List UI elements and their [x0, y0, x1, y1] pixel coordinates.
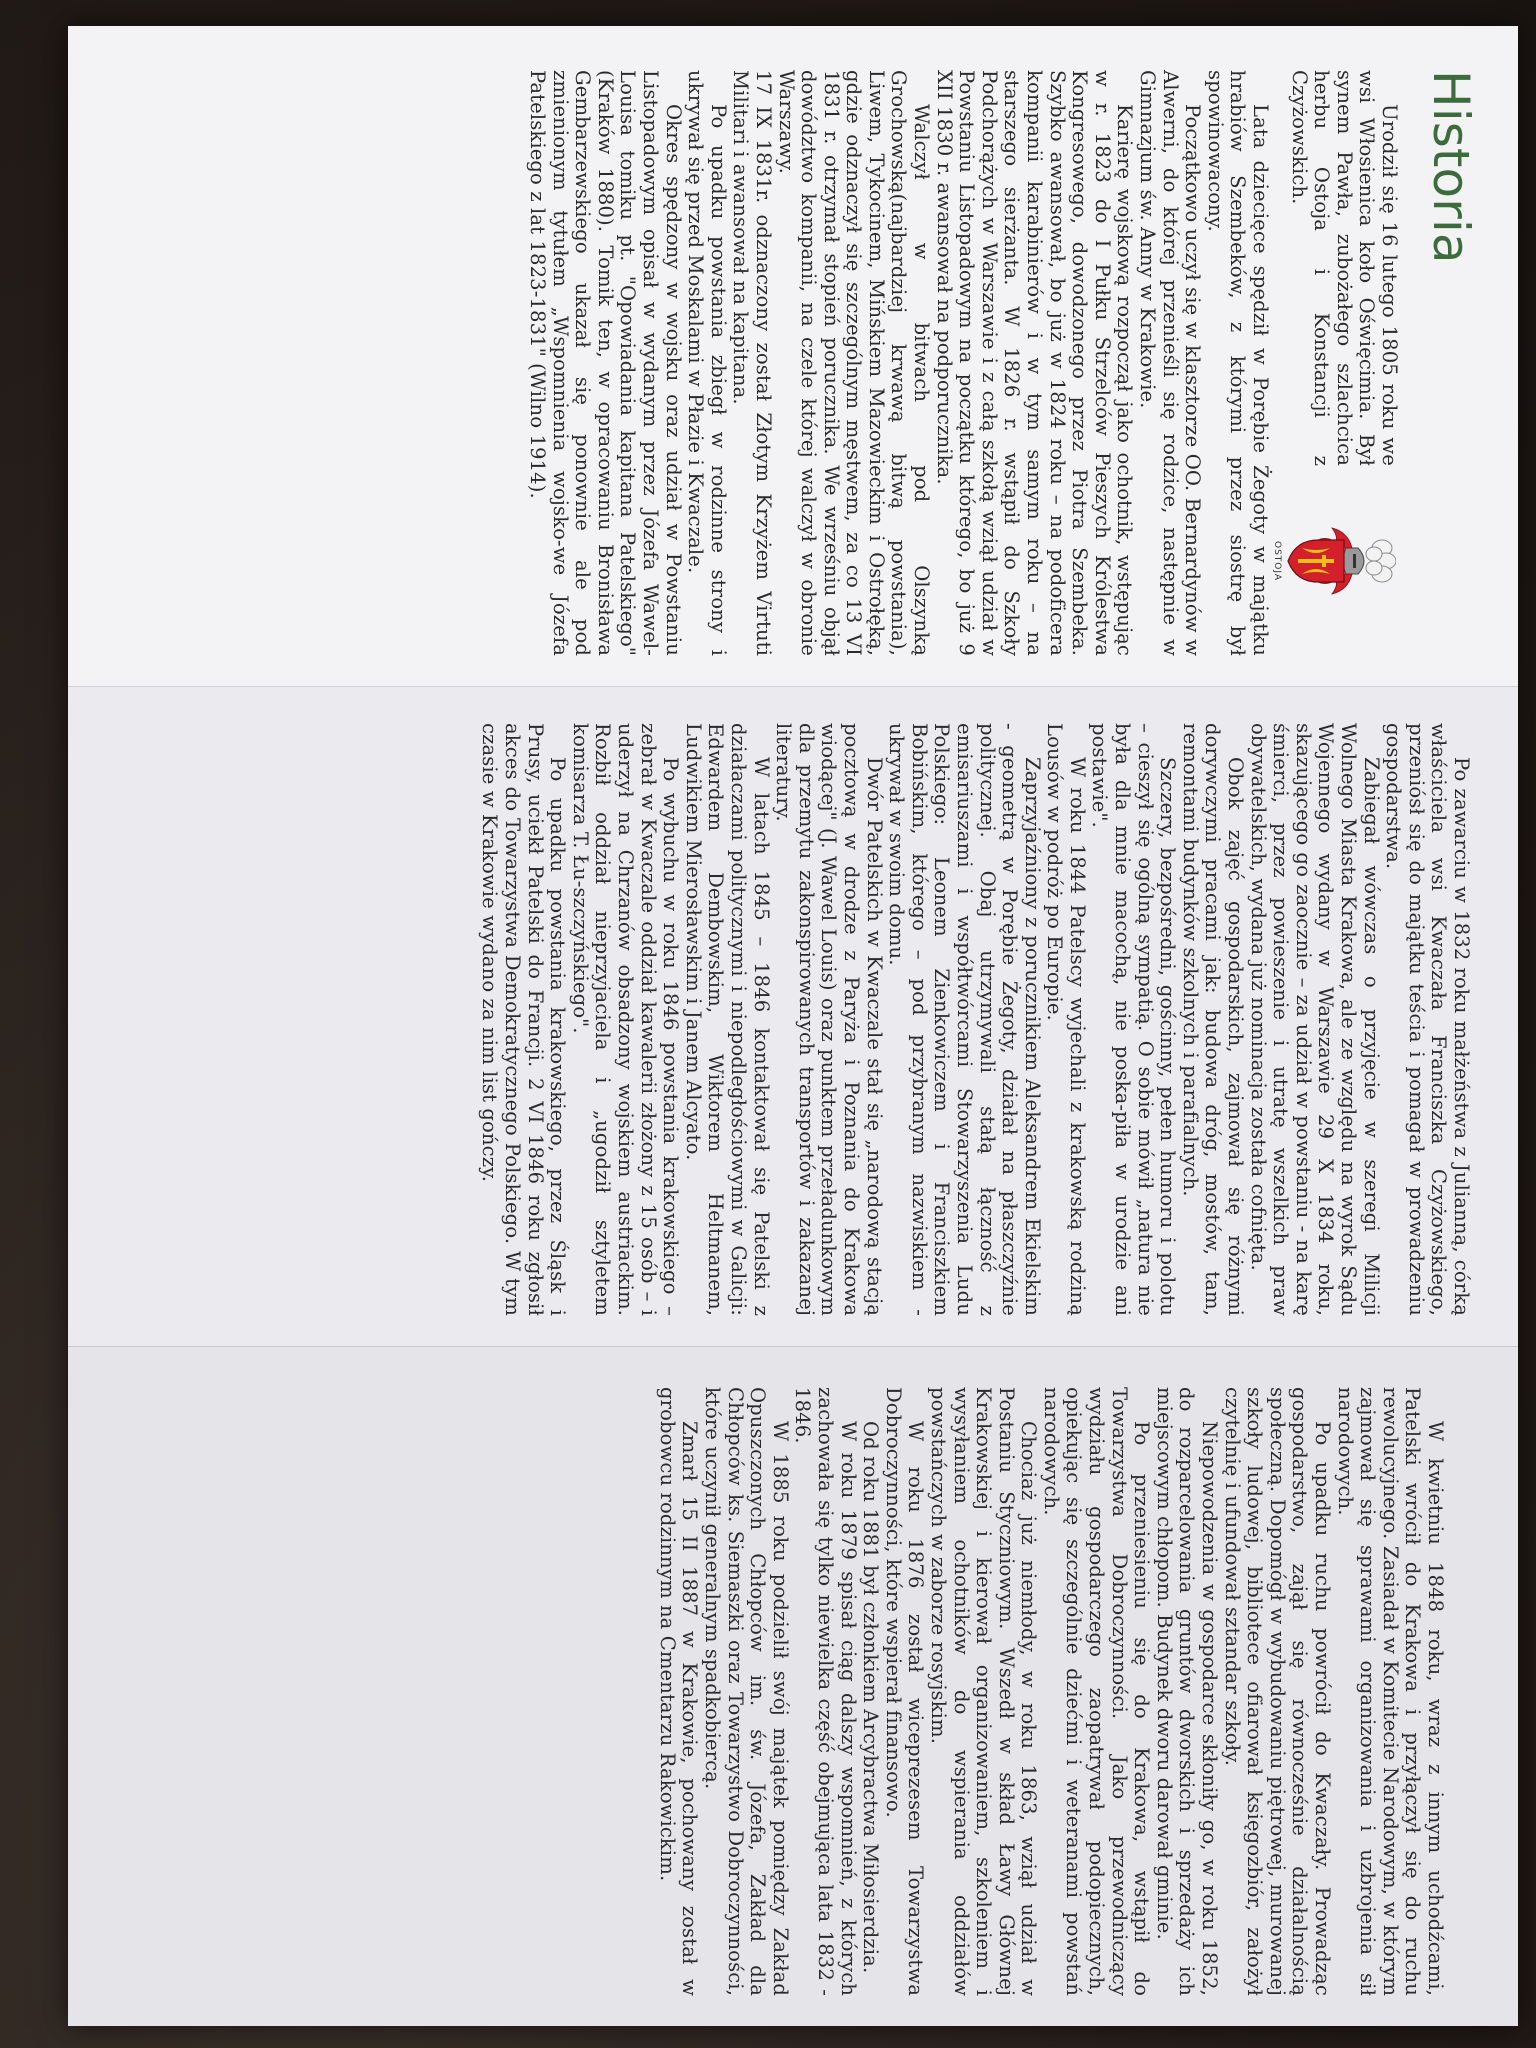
paragraph: Niepowodzenia w gospodarce skłoniły go, w roku 1852, do rozparcelowania gruntów dworskich i sprzedaży ich miejscowym chłopom. Budynek dworu darował gminie. [1152, 1387, 1222, 1996]
page-title: Historia [1422, 70, 1480, 264]
paragraph: Zmarł 15 II 1887 w Krakowie, pochowany został w grobowcu rodzinnym na Cmentarzu Rakowickim. [655, 1387, 702, 1996]
paragraph: Zaprzyjaźniony z porucznikiem Aleksandrem Ekielskim - geometrą w Porębie Żegoty, działał na płaszczyźnie politycznej. Obaj utrzymywali stałą łączność z emisariuszami i współtwórcami Stowarzyszenia Ludu Polskiego: Leonem Zienkowiczem i Franciszkiem Bobińskim, którego – pod przybranym nazwiskiem - ukrywał w swoim domu. [885, 723, 1044, 1316]
paragraph: W roku 1879 spisał ciąg dalszy wspomnień, z których zachowała się tylko niewielka część obejmująca lata 1832 - 1846. [791, 1387, 860, 1996]
paragraph: Po przeniesieniu się do Krakowa, wstąpił do Towarzystwa Dobroczynności. Jako przewodniczący wydziału gospodarczego zaopatrywał podopiecznych, opiekując się szczególnie dziećmi i weteranami powstań narodowych. [1039, 1387, 1154, 1996]
crest-label: OSTOJA [1272, 540, 1282, 582]
paragraph: Chociaż już niemłody, w roku 1863, wziął udział w Postaniu Styczniowym. Wszedł w skład Ławy Głównej Krakowskiej i kierował organizowaniem, szkoleniem i wysyłaniem ochotników do wspierania oddziałów powstańczych w zaborze rosyjskim. [926, 1387, 1041, 1996]
paragraph: Po wybuchu w roku 1846 powstania krakowskiego – zebrał w Kwaczale oddział kawalerii złożony z 15 osób – i uderzył na Chrzanów obsadzony wojskiem austriackim. Rozbił oddział nieprzyjaciela i „ugodził sztyletem komisarza T. Łu-szczyńskiego". [568, 723, 683, 1316]
paragraph: Okres spędzony w wojsku oraz udział w Powstaniu Listopadowym opisał w wydanym przez Józefa Wawel-Louisa tomiku pt. "Opowiadania kapitana Patelskiego" (Kraków 1880). Tomik ten, w opracowaniu Bronisława Gembarzewskiego ukazał się ponownie ale pod zmienionym tytułem „Wspomnienia wojsko-we Józefa Patelskiego z lat 1823-1831" (Wilno 1914). [526, 70, 685, 656]
leaflet-panel-right [68, 1346, 1518, 2026]
coat-of-arms-icon [1284, 518, 1396, 604]
paragraph: Zabiegał wówczas o przyjęcie w szeregi Milicji Wolnego Miasta Krakowa, ale ze względu na wyrok Sądu Wojennego wydany w Warszawie 29 X 1834 roku, skazującego go zaocznie – za udział w powstaniu - na karę śmierci, przez powieszenie i utratę wszelkich praw obywatelskich, wydana już nominacja została cofnięta. [1246, 723, 1383, 1316]
paragraph: W roku 1844 Patelscy wyjechali z krakowską rodziną Lousów w podróż po Europie. [1043, 723, 1089, 1316]
paragraph: Lata dziecięce spędził w Porębie Żegoty w majątku hrabiów Szembeków, z którymi przez siostrę był spowinowacony. [1203, 70, 1272, 656]
paragraph: Po upadku powstania zbiegł w rodzinne strony i ukrywał się przed Moskalami w Płazie i Kwaczale. [684, 70, 730, 656]
paragraph: Walczył w bitwach pod Olszynką Grochowską(najbardziej krwawą bitwą powstania), Liwem, Tykocinem, Mińskiem Mazowieckim i Ostrołęką, gdzie odznaczył się szczególnym męstwem, za co 13 VI 1831 r. otrzymał stopień porucznika. We wrześniu objął dowództwo kompanii, na czele której walczył w obronie Warszawy. [774, 70, 934, 656]
leaflet-panel-left [68, 26, 1518, 686]
paragraph: Po zawarciu w 1832 roku małżeństwa z Julianną, córką właściciela wsi Kwaczała Franciszka Czyżowskiego, przeniósł się do majątku teścia i pomagał w prowadzeniu gospodarstwa. [1382, 723, 1473, 1316]
paragraph: W kwietniu 1848 roku, wraz z innym uchodźcami, Patelski wrócił do Krakowa i przyłączył się do ruchu rewolucyjnego. Zasiadał w Komitecie Narodowym, w którym zajmował się sprawami organizowania i uzbrojenia sił narodowych. [1333, 1387, 1447, 1996]
paragraph: Obok zajęć gospodarskich, zajmował się różnymi dorywczymi pracami jak: budowa dróg, mostów, tam, remontami budynków szkolnych i parafialnych. [1178, 723, 1248, 1316]
paragraph: Dwór Patelskich w Kwaczale stał się „narodową stacją pocztową w drodze z Paryża i Poznania do Krakowa wiodącej" (J. Wawel Louis) oraz punktem przeładunkowym dla przemytu zakonspirowanych transportów i zakazanej literatury. [772, 723, 886, 1316]
paragraph: Urodził się 16 lutego 1805 roku we wsi Włosienica koło Oświęcimia. Był synem Pawła, zubożałego szlachcica herbu Ostoja i Konstancji z Czyżowskich. [1287, 70, 1401, 466]
ostoja-coat-of-arms [1271, 466, 1400, 656]
paragraph: 17 IX 1831r. odznaczony został Złotym Krzyżem Virtuti Militari i awansował na kapitana. [729, 70, 775, 656]
leaflet [68, 26, 1518, 2026]
leaflet-panel-middle [68, 686, 1518, 1346]
paragraph: W 1885 roku podzielił swój majątek pomiędzy Zakład Opuszczonych Chłopców im. św. Józefa, Zakład dla Chłopców ks. Siemaszki oraz Towarzystwo Dobroczynności, które uczynił generalnym spadkobiercą. [701, 1387, 792, 1996]
paragraph: Po upadku ruchu powrócił do Kwaczały. Prowadząc gospodarstwo, zajął się równocześnie działalnością społeczną. Dopomógł w wybudowaniu piętrowej, murowanej szkoły ludowej, bibliotece ofiarował księgozbiór, założył czytelnię i ufundował sztandar szkoły. [1220, 1387, 1335, 1996]
paragraph: Początkowo uczył się w klasztorze OO. Bernardynów w Alwerni, do której przenieśli się rodzice, następnie w Gimnazjum św. Anny w Krakowie. [1136, 70, 1205, 656]
paragraph: W roku 1876 został wiceprezesem Towarzystwa Dobroczynności, które wspierał finansowo. [881, 1387, 928, 1996]
paragraph: Po upadku powstania krakowskiego, przez Śląsk i Prusy, uciekł Patelski do Francji. 2 VI 1846 roku zgłosił akces do Towarzystwa Demokratycznego Polskiego. W tym czasie w Krakowie wydano za nim list gończy. [478, 723, 570, 1316]
paragraph: Szczery, bezpośredni, gościnny, pełen humoru i polotu – cieszył się ogólną sympatią. O sobie mówił „natura nie była dla mnie macochą, nie poska-piła w urodzie ani postawie". [1088, 723, 1180, 1316]
paragraph: Karierę wojskową rozpoczął jako ochotnik, wstępując w r. 1823 do I Pułku Strzelców Pieszych Królestwa Kongresowego, dowodzonego przez Piotra Szembeka. Szybko awansował, bo już w 1824 roku – na podoficera kompanii karabinierów i w tym samym roku – na starszego sierżanta. W 1826 r. wstąpił do Szkoły Podchorążych w Warszawie i z całą szkołą wziął udział w Powstaniu Listopadowym na początku którego, bo już 9 XII 1830 r. awansował na podporucznika. [932, 70, 1137, 656]
paragraph: Od roku 1881 był członkiem Arcybractwa Miłosierdzia. [859, 1421, 883, 1974]
paragraph: W latach 1845 – 1846 kontaktował się Patelski z działaczami politycznymi i niepodległościowymi w Galicji: Edwardem Dembowskim, Wiktorem Heltmanem, Ludwikiem Mierosławskim i Janem Alcyato. [681, 723, 773, 1316]
